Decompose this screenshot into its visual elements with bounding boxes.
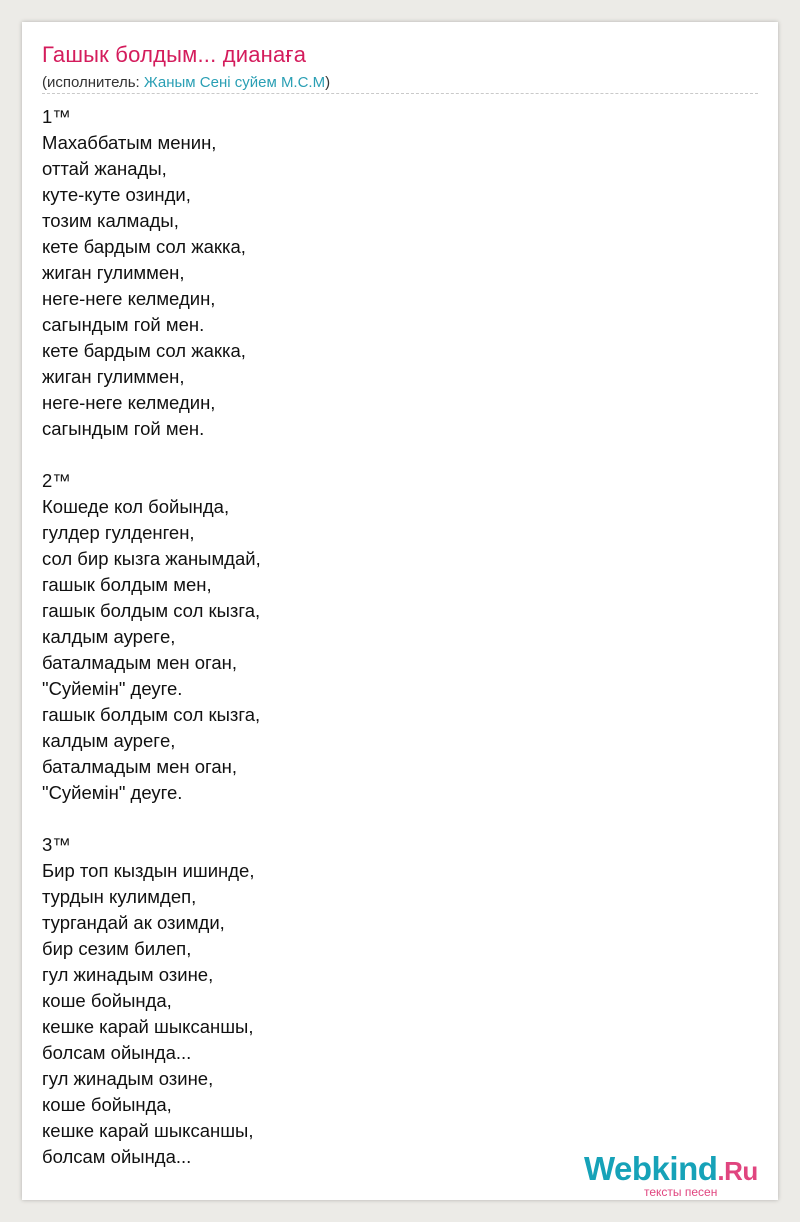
lyric-line: болсам ойында... — [42, 1146, 192, 1167]
lyric-line: сагындым гой мен. — [42, 418, 205, 439]
artist-line — [42, 74, 330, 91]
lyric-line: сагындым гой мен. — [42, 314, 205, 335]
lyric-line: кете бардым сол жакка, — [42, 236, 246, 257]
lyric-line: бир сезим билеп, — [42, 938, 192, 959]
lyric-line: тургандай ак озимди, — [42, 912, 225, 933]
lyric-line: жиган гулиммен, — [42, 366, 185, 387]
lyric-line: баталмадым мен оган, — [42, 756, 237, 777]
lyric-line: гашык болдым мен, — [42, 574, 212, 595]
lyrics-card — [22, 22, 778, 1200]
lyric-line: гул жинадым озине, — [42, 1068, 214, 1089]
lyric-line: Кошеде кол бойында, — [42, 496, 230, 517]
lyric-line: Бир топ кыздын ишинде, — [42, 860, 255, 881]
lyric-line: коше бойында, — [42, 1094, 172, 1115]
lyric-line: турдын кулимдеп, — [42, 886, 197, 907]
logo-wordmark — [584, 1150, 758, 1188]
lyrics-body — [42, 104, 261, 1196]
verse — [42, 468, 261, 806]
lyric-line: Махаббатым менин, — [42, 132, 217, 153]
lyric-line: кете бардым сол жакка, — [42, 340, 246, 361]
lyric-line: оттай жанады, — [42, 158, 167, 179]
artist-suffix: ) — [325, 74, 331, 91]
lyric-line: неге-неге келмедин, — [42, 288, 216, 309]
verse — [42, 832, 261, 1170]
lyric-line: тозим калмады, — [42, 210, 179, 231]
lyric-line: гул жинадым озине, — [42, 964, 214, 985]
lyric-line: болсам ойында... — [42, 1042, 192, 1063]
verse-number: 2™ — [42, 470, 71, 491]
lyric-line: гулдер гулденген, — [42, 522, 195, 543]
site-logo[interactable] — [584, 1150, 774, 1198]
lyric-line: баталмадым мен оган, — [42, 652, 237, 673]
lyric-line: сол бир кызга жанымдай, — [42, 548, 261, 569]
artist-prefix: (исполнитель: — [42, 74, 144, 91]
page-title: Гашык болдым... дианаға — [42, 42, 307, 67]
lyric-line: "Суйемін" деуге. — [42, 678, 183, 699]
lyric-line: гашык болдым сол кызга, — [42, 600, 261, 621]
artist-link[interactable]: Жаным Сені суйем М.С.М — [143, 74, 326, 91]
verse-number: 1™ — [42, 106, 71, 127]
lyric-line: неге-неге келмедин, — [42, 392, 216, 413]
logo-tld: .Ru — [717, 1156, 758, 1186]
lyric-line: жиган гулиммен, — [42, 262, 185, 283]
lyric-line: калдым аурегe, — [42, 626, 176, 647]
logo-tagline: тексты песен — [644, 1185, 718, 1199]
lyric-line: кешке карай шыксаншы, — [42, 1120, 254, 1141]
verse — [42, 104, 261, 442]
header-divider — [42, 93, 758, 94]
lyric-line: "Суйемін" деуге. — [42, 782, 183, 803]
lyric-line: калдым аурегe, — [42, 730, 176, 751]
verse-number: 3™ — [42, 834, 71, 855]
lyric-line: коше бойында, — [42, 990, 172, 1011]
lyric-line: гашык болдым сол кызга, — [42, 704, 261, 725]
lyric-line: куте-куте озинди, — [42, 184, 191, 205]
logo-name: Webkind — [584, 1150, 718, 1187]
lyric-line: кешке карай шыксаншы, — [42, 1016, 254, 1037]
